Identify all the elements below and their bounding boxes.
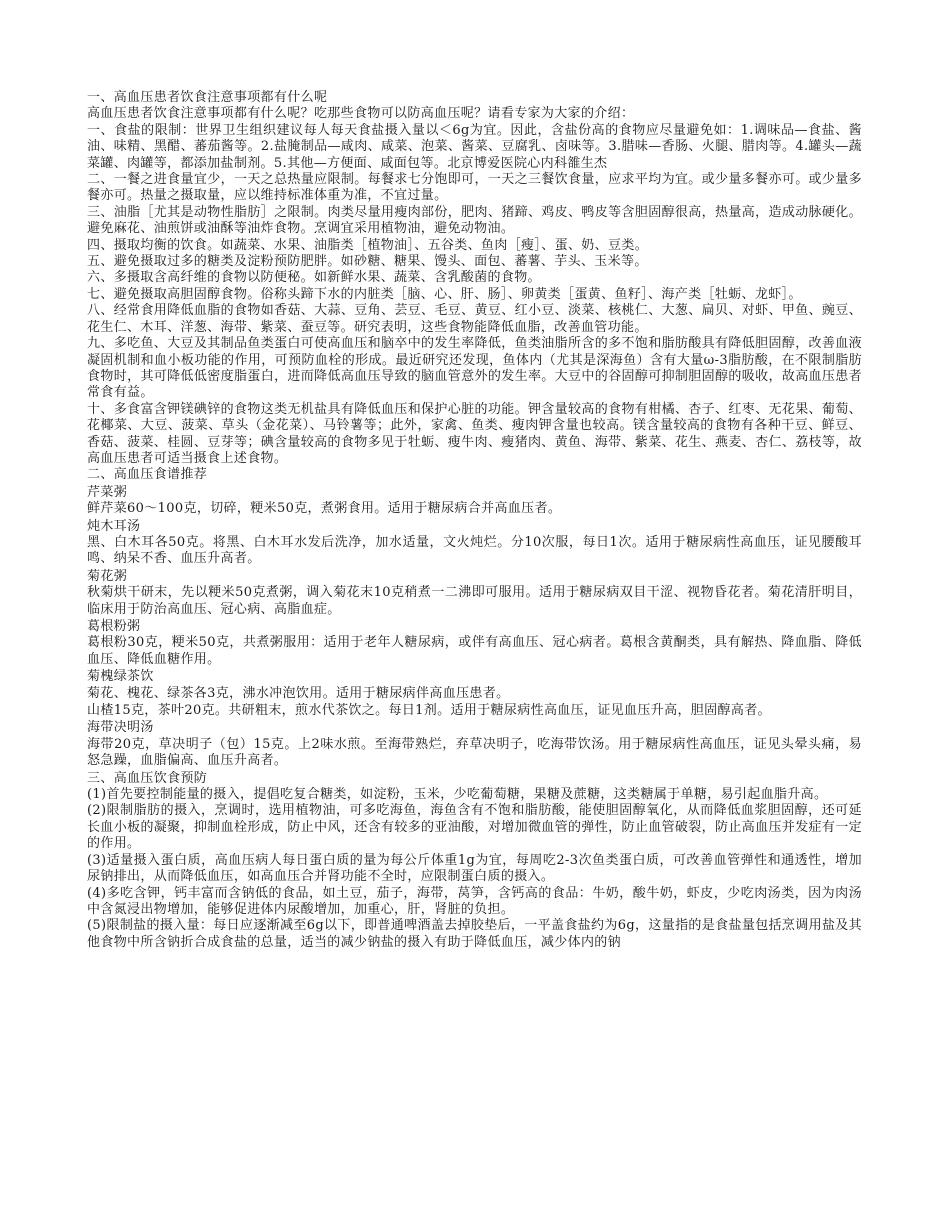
section1-item-6: 六、多摄取含高纤维的食物以防便秘。如新鲜水果、蔬菜、含乳酸菌的食物。 (87, 270, 541, 286)
recipe-description: 秋菊烘干研末，先以粳米50克煮粥，调入菊花末10克稍煮一二沸即可服用。适用于糖尿病双目干涩、视物昏花者。菊花清肝明目，临床用于防治高血压、冠心病、高脂血症。 (87, 585, 862, 617)
recipe-title: 海带决明汤 (87, 720, 154, 736)
recipe-title: 菊槐绿茶饮 (87, 669, 154, 685)
section3-item-4: (4)多吃含钾，钙丰富而含钠低的食品，如土豆，茄子，海带，莴笋，含钙高的食品：牛奶，酸牛奶，虾皮，少吃肉汤类，因为肉汤中含氮浸出物增加，能够促进体内尿酸增加，加重心，肝，肾脏的负担。 (87, 885, 862, 917)
recipe-description: 黑、白木耳各50克。将黑、白木耳水发后洗净，加水适量，文火炖烂。分10次服，每日1次。适用于糖尿病性高血压，证见腰酸耳鸣、纳呆不香、血压升高者。 (87, 534, 862, 567)
section3-item-5: (5)限制盐的摄入量：每日应逐渐减至6g以下，即普通啤酒盖去掉胶垫后，一平盖食盐约为6g，这量指的是食盐量包括烹调用盐及其他食物中所含钠折合成食盐的总量，适当的减少钠盐的摄入有助于降低血压，减少体内的钠 (87, 918, 862, 950)
recipe-title: 炖木耳汤 (87, 518, 141, 534)
recipe-description: 葛根粉30克，粳米50克，共煮粥服用：适用于老年人糖尿病，或伴有高血压、冠心病者。葛根含黄酮类，具有解热、降血脂、降低血压、降低血糖作用。 (87, 635, 862, 667)
document-page (87, 90, 862, 951)
section1-item-9: 九、多吃鱼、大豆及其制品鱼类蛋白可使高血压和脑卒中的发生率降低，鱼类油脂所含的多不饱和脂肪酸具有降低胆固醇，改善血液凝固机制和血小板功能的作用，可预防血栓的形成。最近研究还发现，鱼体内（尤其是深海鱼）含有大量ω-3脂肪酸，在不限制脂肪食物时，其可降低低密度脂蛋白，进而降低高血压导致的脑血管意外的发生率。大豆中的谷固醇可抑制胆固醇的吸收，故高血压患者常食有益。 (87, 336, 862, 401)
section1-item-10: 十、多食富含钾镁碘锌的食物这类无机盐具有降低血压和保护心脏的功能。钾含量较高的食物有柑橘、杏子、红枣、无花果、葡萄、花椰菜、大豆、菠菜、草头（金花菜）、马铃薯等；此外，家禽、鱼类、瘦肉钾含量也较高。镁含量较高的食物有各种干豆、鲜豆、香菇、菠菜、桂圆、豆芽等；碘含量较高的食物多见于牡蛎、瘦牛肉、瘦猪肉、黄鱼、海带、紫菜、花生、燕麦、杏仁、荔枝等，故高血压患者可适当摄食上述食物。 (87, 401, 862, 466)
section1-item-1: 一、食盐的限制：世界卫生组织建议每人每天食盐摄入量以＜6g为宜。因此，含盐份高的食物应尽量避免如：1.调味品—食盐、酱油、味精、黑醋、蕃茄酱等。2.盐腌制品—咸肉、咸菜、泡菜、酱菜、豆腐乳、卤味等。3.腊味—香肠、火腿、腊肉等。4.罐头—蔬菜罐、肉罐等，都添加盐制剂。5.其他—方便面、咸面包等。北京博爱医院心内科雒生杰 (87, 122, 862, 171)
section3-heading: 三、高血压饮食预防 (87, 770, 208, 786)
section1-item-8: 八、经常食用降低血脂的食物如香菇、大蒜、豆角、芸豆、毛豆、黄豆、红小豆、淡菜、核桃仁、大葱、扁贝、对虾、甲鱼、豌豆、花生仁、木耳、洋葱、海带、紫菜、蚕豆等。研究表明，这些食物能降低血脂，改善血管功能。 (87, 303, 862, 335)
section1-item-5: 五、避免摄取过多的糖类及淀粉预防肥胖。如砂糖、糖果、馒头、面包、蕃薯、芋头、玉米等。 (87, 254, 648, 270)
section1-item-4: 四、摄取均衡的饮食。如蔬菜、水果、油脂类［植物油］、五谷类、鱼肉［瘦］、蛋、奶、豆类。 (87, 237, 649, 253)
recipe-description: 菊花、槐花、绿茶各3克，沸水冲泡饮用。适用于糖尿病伴高血压患者。 (87, 685, 510, 701)
section3-item-1: (1)首先要控制能量的摄入，提倡吃复合糖类，如淀粉，玉米，少吃葡萄糖，果糖及蔗糖，这类糖属于单糖，易引起血脂升高。 (87, 787, 828, 803)
recipe-extra-description: 山楂15克，茶叶20克。共研粗末，煎水代茶饮之。每日1剂。适用于糖尿病性高血压，证见血压升高，胆固醇高者。 (87, 703, 771, 719)
recipe-description: 海带20克，草决明子（包）15克。上2味水煎。至海带熟烂，弃草决明子，吃海带饮汤。用于糖尿病性高血压，证见头晕头痛，易怒急躁，血脂偏高、血压升高者。 (87, 736, 862, 769)
recipe-title: 菊花粥 (87, 568, 128, 584)
section1-heading: 一、高血压患者饮食注意事项都有什么呢 (87, 90, 328, 105)
section2-heading: 二、高血压食谱推荐 (87, 467, 208, 483)
section1-item-7: 七、避免摄取高胆固醇食物。俗称头蹄下水的内脏类［脑、心、肝、肠］、卵黄类［蛋黄、鱼籽］、海产类［牡蛎、龙虾］。 (87, 286, 802, 302)
recipe-title: 葛根粉粥 (87, 619, 141, 634)
recipe-title: 芹菜粥 (87, 484, 128, 500)
section3-item-2: (2)限制脂肪的摄入，烹调时，选用植物油，可多吃海鱼，海鱼含有不饱和脂肪酸，能使胆固醇氧化，从而降低血浆胆固醇，还可延长血小板的凝聚，抑制血栓形成，防止中风，还含有较多的亚油酸，对增加微血管的弹性，防止血管破裂，防止高血压并发症有一定的作用。 (87, 803, 862, 852)
section1-item-2: 二、一餐之进食量宜少，一天之总热量应限制。每餐求七分饱即可，一天之三餐饮食量，应求平均为宜。或少量多餐亦可。或少量多餐亦可。热量之摄取量，应以维持标准体重为准，不宜过量。 (87, 172, 862, 204)
recipe-description: 鲜芹菜60～100克，切碎，粳米50克，煮粥食用。适用于糖尿病合并高血压者。 (87, 501, 562, 517)
section1-intro: 高血压患者饮食注意事项都有什么呢？吃那些食物可以防高血压呢？请看专家为大家的介绍： (87, 106, 635, 122)
section1-item-3: 三、油脂［尤其是动物性脂肪］之限制。肉类尽量用瘦肉部份，肥肉、猪蹄、鸡皮、鸭皮等含胆固醇很高，热量高，造成动脉硬化。避免麻花、油煎饼或油酥等油炸食物。烹调宜采用植物油，避免动物油。 (87, 204, 862, 237)
section3-item-3: (3)适量摄入蛋白质，高血压病人每日蛋白质的量为每公斤体重1g为宜，每周吃2-3次鱼类蛋白质，可改善血管弹性和通透性，增加尿钠排出，从而降低血压，如高血压合并肾功能不全时，应限制蛋白质的摄入。 (87, 852, 862, 885)
